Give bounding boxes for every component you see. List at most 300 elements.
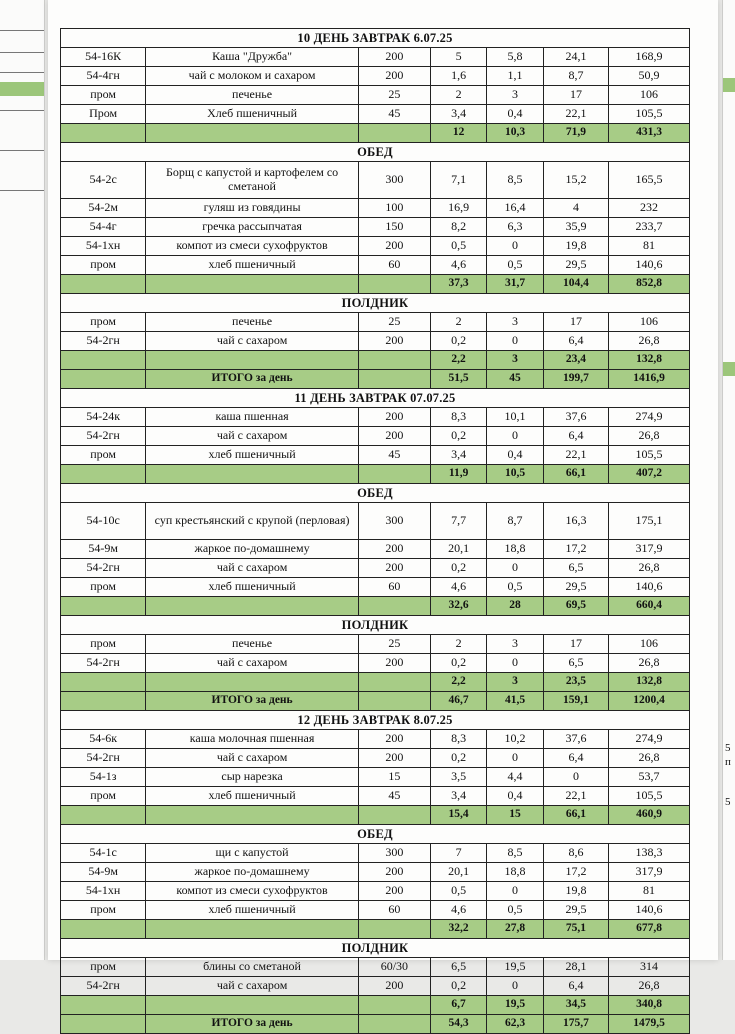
dish-row [61,86,690,105]
edge-line [0,150,44,163]
protein: 2 [430,635,486,654]
dish-code: 54-6к [61,730,146,749]
total-protein: 51,5 [430,370,486,389]
total-blank [61,1015,146,1034]
carbs: 29,5 [543,901,608,920]
total-blank [358,1015,430,1034]
total-blank [61,673,146,692]
protein: 4,6 [430,901,486,920]
section-header-row [61,484,690,503]
portion-weight: 150 [358,218,430,237]
total-calories: 431,3 [609,124,690,143]
section-title: ПОЛДНИК [61,294,690,313]
total-protein: 32,2 [430,920,486,939]
total-fat: 10,5 [487,465,543,484]
protein: 1,6 [430,67,486,86]
portion-weight: 45 [358,787,430,806]
dish-code: пром [61,313,146,332]
section-total-row [61,920,690,939]
protein: 20,1 [430,863,486,882]
calories: 168,9 [609,48,690,67]
dish-row [61,901,690,920]
fat: 0 [487,427,543,446]
carbs: 35,9 [543,218,608,237]
dish-row [61,863,690,882]
protein: 8,3 [430,730,486,749]
dish-code: пром [61,256,146,275]
portion-weight: 25 [358,86,430,105]
menu-sheet [48,0,718,1030]
section-title: ОБЕД [61,143,690,162]
carbs: 17 [543,313,608,332]
total-protein: 2,2 [430,351,486,370]
calories: 105,5 [609,446,690,465]
total-calories: 460,9 [609,806,690,825]
calories: 140,6 [609,901,690,920]
total-fat: 31,7 [487,275,543,294]
dish-code: пром [61,635,146,654]
protein: 3,4 [430,446,486,465]
protein: 3,4 [430,105,486,124]
dish-name: Хлеб пшеничный [146,105,359,124]
portion-weight: 200 [358,749,430,768]
day-total-row [61,370,690,389]
protein: 4,6 [430,578,486,597]
day-total-row [61,1015,690,1034]
portion-weight: 200 [358,977,430,996]
dish-row [61,540,690,559]
portion-weight: 100 [358,199,430,218]
total-carbs: 71,9 [543,124,608,143]
calories: 314 [609,958,690,977]
dish-name: каша пшенная [146,408,359,427]
day-total-row [61,692,690,711]
portion-weight: 200 [358,882,430,901]
dish-row [61,559,690,578]
total-label [146,673,359,692]
portion-weight: 200 [358,332,430,351]
protein: 3,5 [430,768,486,787]
dish-row [61,256,690,275]
total-calories: 852,8 [609,275,690,294]
carbs: 6,5 [543,654,608,673]
dish-row [61,635,690,654]
dish-row [61,427,690,446]
carbs: 6,4 [543,332,608,351]
total-blank [358,124,430,143]
calories: 138,3 [609,844,690,863]
total-protein: 15,4 [430,806,486,825]
dish-code: 54-1хн [61,882,146,901]
protein: 8,3 [430,408,486,427]
dish-name: чай с сахаром [146,654,359,673]
protein: 0,2 [430,749,486,768]
carbs: 17,2 [543,540,608,559]
dish-row [61,503,690,540]
total-label [146,920,359,939]
dish-name: гречка рассыпчатая [146,218,359,237]
dish-name: суп крестьянский с крупой (перловая) [146,503,359,540]
dish-code: 54-2гн [61,427,146,446]
total-blank [61,597,146,616]
protein: 0,2 [430,559,486,578]
edge-glyph: 5 [725,796,731,808]
protein: 4,6 [430,256,486,275]
fat: 1,1 [487,67,543,86]
total-carbs: 23,5 [543,673,608,692]
dish-row [61,844,690,863]
portion-weight: 200 [358,730,430,749]
dish-name: каша молочная пшенная [146,730,359,749]
menu-table-container [60,28,690,1034]
protein: 0,5 [430,237,486,256]
total-fat: 3 [487,673,543,692]
section-header-row [61,711,690,730]
dish-code: 54-4г [61,218,146,237]
portion-weight: 200 [358,237,430,256]
dish-code: 54-1хн [61,237,146,256]
total-protein: 11,9 [430,465,486,484]
section-total-row [61,996,690,1015]
dish-code: 54-2гн [61,749,146,768]
dish-name: хлеб пшеничный [146,901,359,920]
total-protein: 2,2 [430,673,486,692]
section-total-row [61,673,690,692]
total-calories: 1479,5 [609,1015,690,1034]
total-blank [61,920,146,939]
fat: 0,5 [487,256,543,275]
total-blank [61,692,146,711]
section-title: 10 ДЕНЬ ЗАВТРАК 6.07.25 [61,29,690,48]
total-blank [61,351,146,370]
carbs: 17 [543,635,608,654]
carbs: 0 [543,768,608,787]
carbs: 4 [543,199,608,218]
total-label [146,275,359,294]
total-label: ИТОГО за день [146,1015,359,1034]
fat: 6,3 [487,218,543,237]
carbs: 22,1 [543,787,608,806]
calories: 317,9 [609,863,690,882]
dish-row [61,218,690,237]
section-total-row [61,597,690,616]
menu-table [60,28,690,1034]
fat: 0,5 [487,578,543,597]
carbs: 15,2 [543,162,608,199]
calories: 105,5 [609,105,690,124]
dish-code: пром [61,446,146,465]
section-header-row [61,389,690,408]
dish-code: 54-10с [61,503,146,540]
total-fat: 41,5 [487,692,543,711]
portion-weight: 200 [358,67,430,86]
section-title: ПОЛДНИК [61,939,690,958]
portion-weight: 300 [358,503,430,540]
carbs: 17,2 [543,863,608,882]
section-total-row [61,465,690,484]
calories: 317,9 [609,540,690,559]
fat: 18,8 [487,540,543,559]
dish-name: чай с сахаром [146,559,359,578]
total-label: ИТОГО за день [146,370,359,389]
total-blank [358,370,430,389]
carbs: 37,6 [543,408,608,427]
dish-name: печенье [146,86,359,105]
calories: 233,7 [609,218,690,237]
carbs: 24,1 [543,48,608,67]
total-blank [61,996,146,1015]
dish-code: 54-9м [61,540,146,559]
section-header-row [61,939,690,958]
portion-weight: 200 [358,863,430,882]
protein: 0,5 [430,882,486,901]
carbs: 19,8 [543,882,608,901]
fat: 0 [487,749,543,768]
protein: 5 [430,48,486,67]
protein: 0,2 [430,427,486,446]
dish-row [61,882,690,901]
section-title: ПОЛДНИК [61,616,690,635]
dish-code: пром [61,86,146,105]
portion-weight: 200 [358,654,430,673]
carbs: 19,8 [543,237,608,256]
dish-name: чай с сахаром [146,427,359,446]
total-label: ИТОГО за день [146,692,359,711]
edge-glyph: п [725,756,731,768]
total-label [146,124,359,143]
dish-row [61,654,690,673]
section-header-row [61,294,690,313]
calories: 26,8 [609,749,690,768]
edge-line [0,110,44,123]
dish-code: 54-9м [61,863,146,882]
section-header-row [61,616,690,635]
total-protein: 32,6 [430,597,486,616]
dish-row [61,787,690,806]
dish-code: 54-1с [61,844,146,863]
fat: 0,4 [487,105,543,124]
dish-name: печенье [146,635,359,654]
fat: 3 [487,635,543,654]
calories: 140,6 [609,256,690,275]
total-label [146,806,359,825]
portion-weight: 300 [358,844,430,863]
fat: 0 [487,977,543,996]
calories: 274,9 [609,408,690,427]
fat: 3 [487,86,543,105]
carbs: 22,1 [543,105,608,124]
total-blank [61,275,146,294]
total-carbs: 175,7 [543,1015,608,1034]
protein: 7 [430,844,486,863]
portion-weight: 15 [358,768,430,787]
calories: 81 [609,882,690,901]
dish-name: компот из смеси сухофруктов [146,882,359,901]
total-blank [61,370,146,389]
total-fat: 19,5 [487,996,543,1015]
protein: 3,4 [430,787,486,806]
section-header-row [61,29,690,48]
dish-code: 54-4гн [61,67,146,86]
portion-weight: 200 [358,540,430,559]
total-protein: 12 [430,124,486,143]
dish-name: гуляш из говядины [146,199,359,218]
section-title: ОБЕД [61,825,690,844]
dish-code: Пром [61,105,146,124]
total-protein: 54,3 [430,1015,486,1034]
total-label [146,597,359,616]
dish-name: чай с молоком и сахаром [146,67,359,86]
dish-row [61,237,690,256]
dish-row [61,958,690,977]
dish-name: блины со сметаной [146,958,359,977]
portion-weight: 300 [358,162,430,199]
calories: 106 [609,86,690,105]
section-header-row [61,825,690,844]
carbs: 29,5 [543,578,608,597]
portion-weight: 45 [358,105,430,124]
fat: 8,5 [487,162,543,199]
menu-table-body [61,29,690,1034]
total-carbs: 75,1 [543,920,608,939]
calories: 26,8 [609,427,690,446]
total-fat: 27,8 [487,920,543,939]
dish-name: жаркое по-домашнему [146,863,359,882]
dish-name: Каша "Дружба" [146,48,359,67]
fat: 10,1 [487,408,543,427]
section-title: ОБЕД [61,484,690,503]
total-carbs: 69,5 [543,597,608,616]
calories: 165,5 [609,162,690,199]
calories: 140,6 [609,578,690,597]
edge-line [0,30,44,43]
total-calories: 1200,4 [609,692,690,711]
carbs: 28,1 [543,958,608,977]
dish-name: Борщ с капустой и картофелем со сметаной [146,162,359,199]
portion-weight: 60 [358,901,430,920]
section-total-row [61,275,690,294]
dish-code: пром [61,787,146,806]
protein: 7,1 [430,162,486,199]
fat: 5,8 [487,48,543,67]
total-fat: 15 [487,806,543,825]
portion-weight: 60 [358,578,430,597]
carbs: 8,7 [543,67,608,86]
dish-row [61,67,690,86]
total-fat: 62,3 [487,1015,543,1034]
dish-code: 54-2с [61,162,146,199]
fat: 0 [487,882,543,901]
total-fat: 10,3 [487,124,543,143]
dish-code: 54-2гн [61,977,146,996]
dish-name: чай с сахаром [146,977,359,996]
portion-weight: 200 [358,427,430,446]
total-blank [61,806,146,825]
calories: 53,7 [609,768,690,787]
carbs: 37,6 [543,730,608,749]
total-carbs: 66,1 [543,465,608,484]
fat: 3 [487,313,543,332]
total-carbs: 159,1 [543,692,608,711]
portion-weight: 200 [358,559,430,578]
portion-weight: 200 [358,408,430,427]
protein: 20,1 [430,540,486,559]
dish-code: 54-1з [61,768,146,787]
dish-code: пром [61,958,146,977]
calories: 175,1 [609,503,690,540]
fat: 0 [487,559,543,578]
dish-row [61,48,690,67]
calories: 274,9 [609,730,690,749]
protein: 0,2 [430,332,486,351]
portion-weight: 25 [358,635,430,654]
fat: 10,2 [487,730,543,749]
carbs: 6,4 [543,427,608,446]
protein: 6,5 [430,958,486,977]
dish-name: щи с капустой [146,844,359,863]
total-blank [358,806,430,825]
calories: 81 [609,237,690,256]
portion-weight: 45 [358,446,430,465]
dish-name: чай с сахаром [146,332,359,351]
carbs: 29,5 [543,256,608,275]
dish-name: чай с сахаром [146,749,359,768]
adjacent-page-right [722,0,735,960]
fat: 19,5 [487,958,543,977]
calories: 106 [609,313,690,332]
total-calories: 1416,9 [609,370,690,389]
protein: 2 [430,86,486,105]
dish-code: 54-16К [61,48,146,67]
edge-green-band [723,78,735,92]
fat: 0,5 [487,901,543,920]
total-blank [358,597,430,616]
total-label [146,996,359,1015]
carbs: 6,5 [543,559,608,578]
dish-row [61,730,690,749]
dish-name: хлеб пшеничный [146,446,359,465]
edge-green-band [723,362,735,376]
total-label [146,465,359,484]
dish-code: пром [61,901,146,920]
calories: 26,8 [609,654,690,673]
total-label [146,351,359,370]
dish-name: сыр нарезка [146,768,359,787]
dish-row [61,768,690,787]
fat: 16,4 [487,199,543,218]
protein: 16,9 [430,199,486,218]
total-blank [358,351,430,370]
edge-glyph: 5 [725,742,731,754]
dish-code: 54-2м [61,199,146,218]
total-calories: 132,8 [609,673,690,692]
total-calories: 407,2 [609,465,690,484]
fat: 0,4 [487,446,543,465]
dish-code: пром [61,578,146,597]
dish-row [61,332,690,351]
total-fat: 45 [487,370,543,389]
calories: 105,5 [609,787,690,806]
total-blank [358,920,430,939]
total-calories: 677,8 [609,920,690,939]
total-protein: 37,3 [430,275,486,294]
dish-code: 54-2гн [61,332,146,351]
dish-row [61,977,690,996]
protein: 0,2 [430,977,486,996]
dish-row [61,446,690,465]
total-carbs: 66,1 [543,806,608,825]
dish-row [61,749,690,768]
